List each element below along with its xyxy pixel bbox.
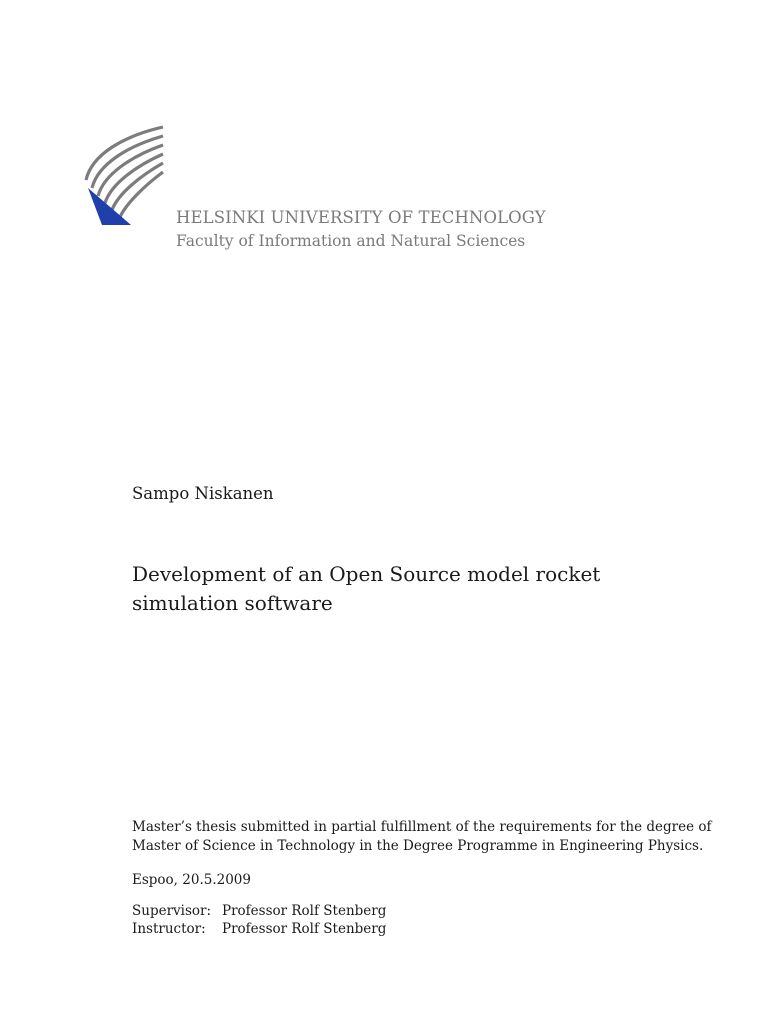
place-date: Espoo, 20.5.2009 bbox=[132, 872, 251, 888]
university-logo-icon bbox=[84, 124, 166, 228]
supervisor-label: Supervisor: bbox=[132, 903, 212, 919]
degree-statement-line: Master’s thesis submitted in partial fulfillment of the requirements for the degree of bbox=[132, 819, 712, 835]
thesis-title: Development of an Open Source model rocket simulation software bbox=[132, 562, 601, 615]
degree-statement-line: Master of Science in Technology in the Degree Programme in Engineering Physics. bbox=[132, 838, 704, 854]
instructor-row bbox=[132, 920, 386, 938]
university-name: HELSINKI UNIVERSITY OF TECHNOLOGY bbox=[176, 208, 546, 227]
supervisor-name: Professor Rolf Stenberg bbox=[222, 903, 387, 919]
faculty-name: Faculty of Information and Natural Sciences bbox=[176, 232, 526, 250]
instructor-name: Professor Rolf Stenberg bbox=[222, 921, 387, 937]
author-name: Sampo Niskanen bbox=[132, 484, 274, 503]
degree-statement bbox=[132, 818, 712, 856]
instructor-label: Instructor: bbox=[132, 921, 206, 937]
supervision-info bbox=[132, 902, 386, 938]
supervisor-row bbox=[132, 902, 386, 920]
